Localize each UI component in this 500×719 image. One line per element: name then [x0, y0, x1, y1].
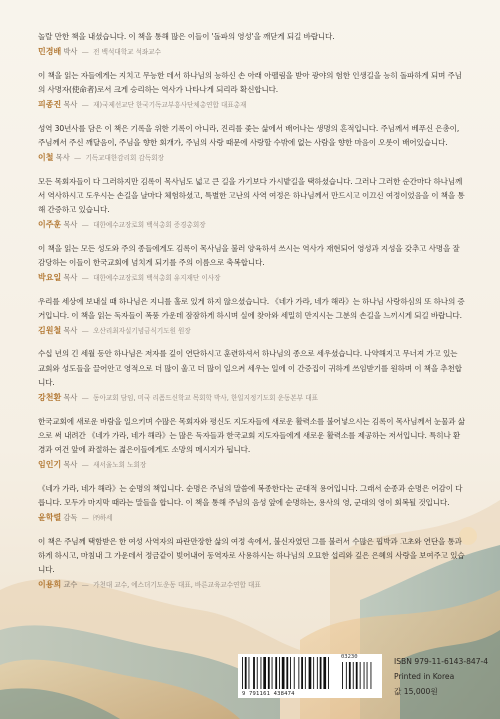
author-title: 목사 [63, 460, 78, 470]
author-title: 목사 [63, 220, 78, 230]
author-separator: — [81, 220, 89, 230]
endorsement-author [38, 459, 466, 471]
barcode-price-code: 03230 [341, 654, 358, 660]
author-description: 오산리최자실기념금식기도원 원장 [93, 326, 191, 335]
author-name: 박요일 [38, 273, 62, 283]
endorsement-text: 이 책을 읽는 모든 성도와 주의 종들에게도 김록이 목사님을 불러 양육하셔 쓰시는 역사가 재현되어 영성과 지성을 갖추고 사명을 잘 감당하는 이들이 한국교회에 넘치게 되기를 주의 이름으로 축복합니다. [38, 243, 460, 267]
author-name: 피종진 [38, 100, 62, 110]
author-separator: — [81, 580, 89, 590]
author-title: 교수 [63, 580, 78, 590]
endorsement [38, 482, 466, 524]
endorsement-author [38, 392, 466, 404]
isbn-info [394, 654, 488, 699]
endorsement-text: 모든 목회자들이 다 그러하지만 김록이 목사님도 넓고 큰 길을 가기보다 가시밭길을 택하셨습니다. 그러나 그러한 순간마다 하나님께서 역사하시고 도우시는 손길을 날마다 체험하셨고, 특별한 고난의 사역 여정은 하나님께서 만드시고 이끄신 여정이었음을 이 책을 통해 간증하고 있습니다. [38, 176, 465, 214]
author-description: 기독교대한감리회 감독회장 [85, 154, 164, 163]
endorsement [38, 415, 466, 472]
author-name: 이용희 [38, 580, 62, 590]
endorsement [38, 69, 466, 111]
author-separator: — [81, 100, 89, 110]
endorsement-author [38, 46, 466, 58]
endorsement-text: 이 책은 주님께 택함받은 한 여성 사역자의 파란만장한 삶의 여정 속에서, 불신자였던 그를 불러서 수많은 핍박과 고초와 연단을 통과하게 하시고, 마침내 그 가운데서 정금같이 빚어내어 동역자로 사용하시는 하나님의 오묘한 섭리와 깊은 은혜의 사랑을 보여주고 있습니다. [38, 536, 465, 574]
endorsement-text: 수십 년의 긴 세월 동안 하나님은 저자를 깊이 연단하시고 훈련하셔서 하나님의 종으로 세우셨습니다. 나약해지고 무너져 가고 있는 교회와 성도들을 끌어안고 영적으로 더 많이 울고 더 많이 일으켜 세우는 일에 이 간증집이 귀하게 쓰임받기를 원하며 이 책을 추천합니다. [38, 349, 462, 387]
author-title: 목사 [63, 100, 78, 110]
endorsement-text: 우리를 세상에 보내실 때 하나님은 지니를 홀로 있게 하지 않으셨습니다. 《네가 가라, 네가 해라》는 하나님 사랑하심의 또 하나의 증거입니다. 이 책을 읽는 독자들이 폭풍 가운데 잠잠하게 하시며 실에 찾아와 세밀히 만지시는 그분의 손길을 느끼시게 되길 바랍니다. [38, 296, 465, 320]
author-separator: — [81, 47, 89, 57]
endorsement [38, 347, 466, 404]
author-separator: — [81, 513, 89, 523]
printed-in: Printed in Korea [394, 672, 455, 681]
author-title: 목사 [63, 273, 78, 283]
author-name: 김원철 [38, 325, 62, 335]
endorsements-section [38, 30, 466, 602]
endorsement [38, 30, 466, 58]
author-description: ㈜하세 [93, 514, 113, 523]
author-name: 이주훈 [38, 220, 62, 230]
endorsement [38, 535, 466, 592]
author-separator: — [73, 153, 82, 163]
author-name: 임인기 [38, 460, 62, 470]
endorsement-text: 놀랄 만한 책을 내셨습니다. 이 책을 통해 많은 이들이 '돌파의 영성'을 깨닫게 되길 바랍니다. [38, 32, 335, 41]
author-separator: — [81, 325, 89, 335]
price-value: 15,000원 [403, 687, 438, 696]
author-name: 민경배 [38, 47, 62, 57]
endorsement-text: 이 책을 읽는 자들에게는 지치고 무능한 데서 하나님의 능하신 손 아래 아펠림을 받아 광야의 험한 인생길을 능히 돌파하게 되며 주님의 사명자(使命者)로서 크게 승리하는 역사가 나타나게 되리라 확신합니다. [38, 70, 462, 94]
author-description: 가천대 교수, 에스더기도운동 대표, 바른교육교수연합 대표 [93, 581, 261, 590]
author-title: 목사 [63, 325, 78, 335]
price-line [394, 684, 488, 699]
endorsement [38, 175, 466, 232]
price-label: 값 [394, 687, 402, 696]
author-name: 강천환 [38, 393, 62, 403]
endorsement-text: 한국교회에 새로운 바람을 일으키며 수많은 목회자와 평신도 지도자들에 새로운 활력소를 불어넣으시는 김록이 목사님께서 눈물과 삶으로 써 내려간 《네가 가라, 네가 해라》는 많은 독자들과 한국교회 지도자들에게 새로운 활력소를 제공하는 저서입니다. 특히나 환경과 여건 앞에 좌절하는 젊은이들에게도 소망의 메시지가 됩니다. [38, 416, 465, 454]
endorsement-author [38, 512, 466, 524]
endorsement [38, 295, 466, 337]
author-title: 감독 [63, 513, 78, 523]
author-description: 재)국제선교단 한국기독교부흥사단체총연합 대표총재 [93, 101, 247, 110]
isbn-block [238, 654, 488, 699]
barcode-digits: 9 791161 438474 [242, 691, 295, 697]
author-description: 새서울노회 노회장 [93, 461, 147, 470]
author-separator: — [81, 273, 89, 283]
author-title: 박사 [63, 47, 78, 57]
author-separator: — [81, 393, 89, 403]
author-name: 이철 [38, 153, 54, 163]
author-separator: — [81, 460, 89, 470]
endorsement-author [38, 152, 466, 164]
author-name: 윤학렬 [38, 513, 62, 523]
author-description: 대한예수교장로회 백석총회 증경총회장 [93, 221, 206, 230]
endorsement-text: 《네가 가라, 네가 해라》는 순명의 책입니다. 순명은 주님의 말씀에 복종한다는 군대적 용어입니다. 그래서 순종과 순명은 어감이 다릅니다. 모두가 마지막 때라는 말들을 합니다. 이 책을 통해 주님의 음성 앞에 순명하는, 용사의 영, 군대의 영이 회복될 것입니다. [38, 483, 463, 507]
author-description: 대한예수교장로회 백석총회 유지재단 이사장 [93, 274, 221, 283]
endorsement [38, 122, 466, 164]
endorsement-author [38, 579, 466, 591]
isbn-number: ISBN 979-11-6143-847-4 [394, 657, 489, 666]
author-description: 동아교회 담임, 미국 리폼드신학교 목회학 박사, 한일지정기도회 운동본부 대표 [93, 394, 318, 403]
author-title: 목사 [55, 153, 70, 163]
endorsement-author [38, 219, 466, 231]
barcode [238, 654, 382, 698]
author-title: 목사 [63, 393, 78, 403]
endorsement-text: 성역 30년사를 담은 이 책은 기록을 위한 기록이 아니라, 진리를 좇는 삶에서 배어나는 생명의 흔적입니다. 주님께서 베푸신 은총이, 주님께서 주신 깨달음이, 주님을 향한 회개가, 주님의 사랑 때문에 사랑할 수밖에 없는 사람을 향한 마음이 오롯이 배어있습니다. [38, 123, 460, 147]
endorsement-author [38, 325, 466, 337]
endorsement [38, 242, 466, 284]
author-description: 전 백석대학교 석좌교수 [93, 48, 162, 57]
endorsement-author [38, 99, 466, 111]
endorsement-author [38, 272, 466, 284]
